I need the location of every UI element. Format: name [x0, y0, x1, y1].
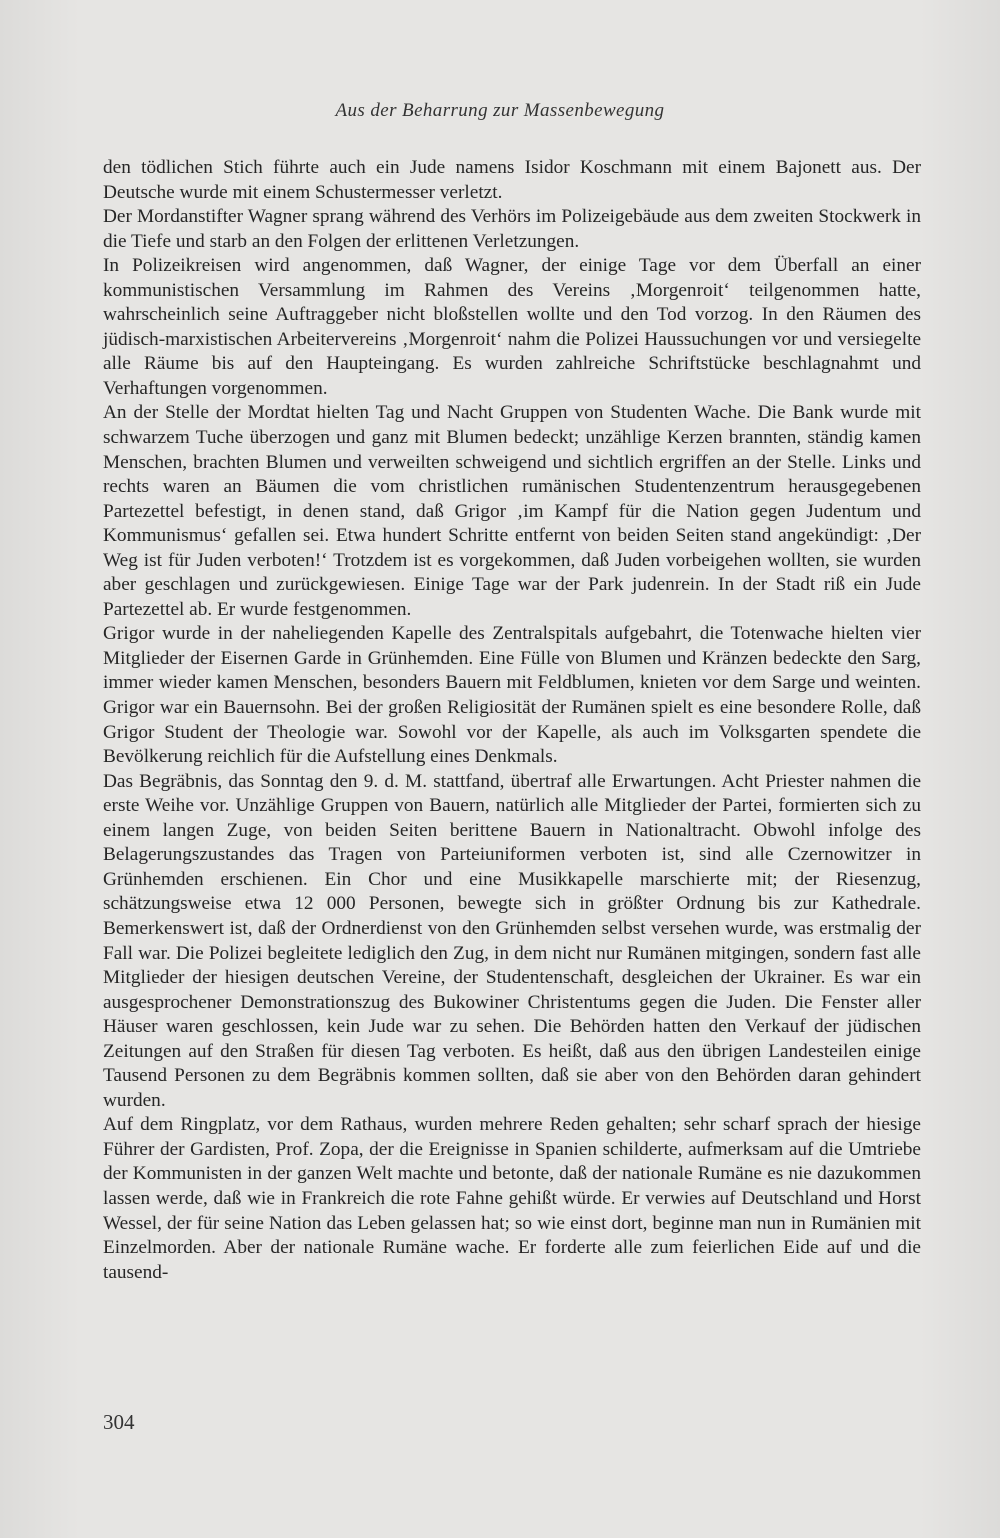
body-text: [103, 156, 921, 1285]
running-header: Aus der Beharrung zur Massenbewegung: [335, 100, 665, 121]
paragraph: Grigor wurde in der naheliegenden Kapelle des Zentralspitals aufgebahrt, die Totenwache hielten vier Mitglieder der Eisernen Garde in Grünhemden. Eine Fülle von Blumen und Kränzen bedeckte den Sarg, immer wieder kamen Menschen, besonders Bauern mit Feldblumen, knieten vor dem Sarge und weinten. Grigor war ein Bauernsohn. Bei der großen Religiosität der Rumänen spielt es eine besondere Rolle, daß Grigor Student der Theologie war. Sowohl vor der Kapelle, als auch im Volksgarten spendete die Bevölkerung reichlich für die Aufstellung eines Denkmals.: [103, 623, 921, 768]
paragraph: In Polizeikreisen wird angenommen, daß Wagner, der einige Tage vor dem Überfall an einer kommunistischen Versammlung im Rahmen des Vereins ‚Morgenroit‘ teilgenommen hatte, wahrscheinlich seine Auftraggeber nicht bloßstellen wollte und den Tod vorzog. In den Räumen des jüdisch-marxistischen Arbeitervereins ‚Morgenroit‘ nahm die Polizei Haussuchungen vor und versiegelte alle Räume bis auf den Haupteingang. Es wurden zahlreiche Schriftstücke beschlagnahmt und Verhaftungen vorgenommen.: [103, 255, 921, 399]
paragraph: den tödlichen Stich führte auch ein Jude namens Isidor Koschmann mit einem Bajonett aus. Der Deutsche wurde mit einem Schustermesser verletzt.: [103, 157, 921, 203]
paragraph: Das Begräbnis, das Sonntag den 9. d. M. stattfand, übertraf alle Erwartungen. Acht Priester nahmen die erste Weihe vor. Unzählige Gruppen von Bauern, natürlich alle Mitglieder der Partei, formierten sich zu einem langen Zuge, von beiden Seiten berittene Bauern in Nationaltracht. Obwohl infolge des Belagerungszustandes das Tragen von Parteiuniformen verboten ist, sind alle Czernowitzer in Grünhemden erschienen. Ein Chor und eine Musikkapelle marschierte mit; der Riesenzug, schätzungsweise etwa 12 000 Personen, bewegte sich in größter Ordnung bis zur Kathedrale. Bemerkenswert ist, daß der Ordnerdienst von den Grünhemden selbst versehen wurde, was erstmalig der Fall war. Die Polizei begleitete lediglich den Zug, in dem nicht nur Rumänen mitgingen, sondern fast alle Mitglieder der hiesigen deutschen Vereine, der Studentenschaft, desgleichen der Ukrainer. Es war ein ausgesprochener Demonstrationszug des Bukowiner Christentums gegen die Juden. Die Fenster aller Häuser waren geschlossen, kein Jude war zu sehen. Die Behörden hatten den Verkauf der jüdischen Zeitungen auf den Straßen für diesen Tag verboten. Es heißt, daß aus den übrigen Landesteilen einige Tausend Personen zu dem Begräbnis kommen sollten, daß sie aber von den Behörden daran gehindert wurden.: [103, 770, 921, 1111]
paragraph: Auf dem Ringplatz, vor dem Rathaus, wurden mehrere Reden gehalten; sehr scharf sprach der hiesige Führer der Gardisten, Prof. Zopa, der die Ereignisse in Spanien schilderte, aufmerksam auf die Umtriebe der Kommunisten in der ganzen Welt machte und betonte, daß der nationale Rumäne es nie dazukommen lassen werde, daß wie in Frankreich die rote Fahne gehißt würde. Er verwies auf Deutschland und Horst Wessel, der für seine Nation das Leben gelassen hat; so wie einst dort, beginne man nun in Rumänien mit Einzelmorden. Aber der nationale Rumäne wache. Er forderte alle zum feierlichen Eide auf und die tausend-: [103, 1114, 921, 1283]
page-number: 304: [103, 1410, 135, 1434]
paragraph: Der Mordanstifter Wagner sprang während des Verhörs im Polizeigebäude aus dem zweiten Stockwerk in die Tiefe und starb an den Folgen der erlittenen Verletzungen.: [103, 206, 921, 252]
paragraph: An der Stelle der Mordtat hielten Tag und Nacht Gruppen von Studenten Wache. Die Bank wurde mit schwarzem Tuche überzogen und ganz mit Blumen bedeckt; unzählige Kerzen brannten, ständig kamen Menschen, brachten Blumen und verweilten schweigend und sichtlich ergriffen an der Stelle. Links und rechts waren an Bäumen die vom christlichen rumänischen Studentenzentrum herausgegebenen Partezettel befestigt, in denen stand, daß Grigor ‚im Kampf für die Nation gegen Judentum und Kommunismus‘ gefallen sei. Etwa hundert Schritte entfernt von beiden Seiten stand angekündigt: ‚Der Weg ist für Juden verboten!‘ Trotzdem ist es vorgekommen, daß Juden vorbeigehen wollten, sie wurden aber geschlagen und zurückgewiesen. Einige Tage war der Park judenrein. In der Stadt riß ein Jude Partezettel ab. Er wurde festgenommen.: [103, 402, 921, 620]
